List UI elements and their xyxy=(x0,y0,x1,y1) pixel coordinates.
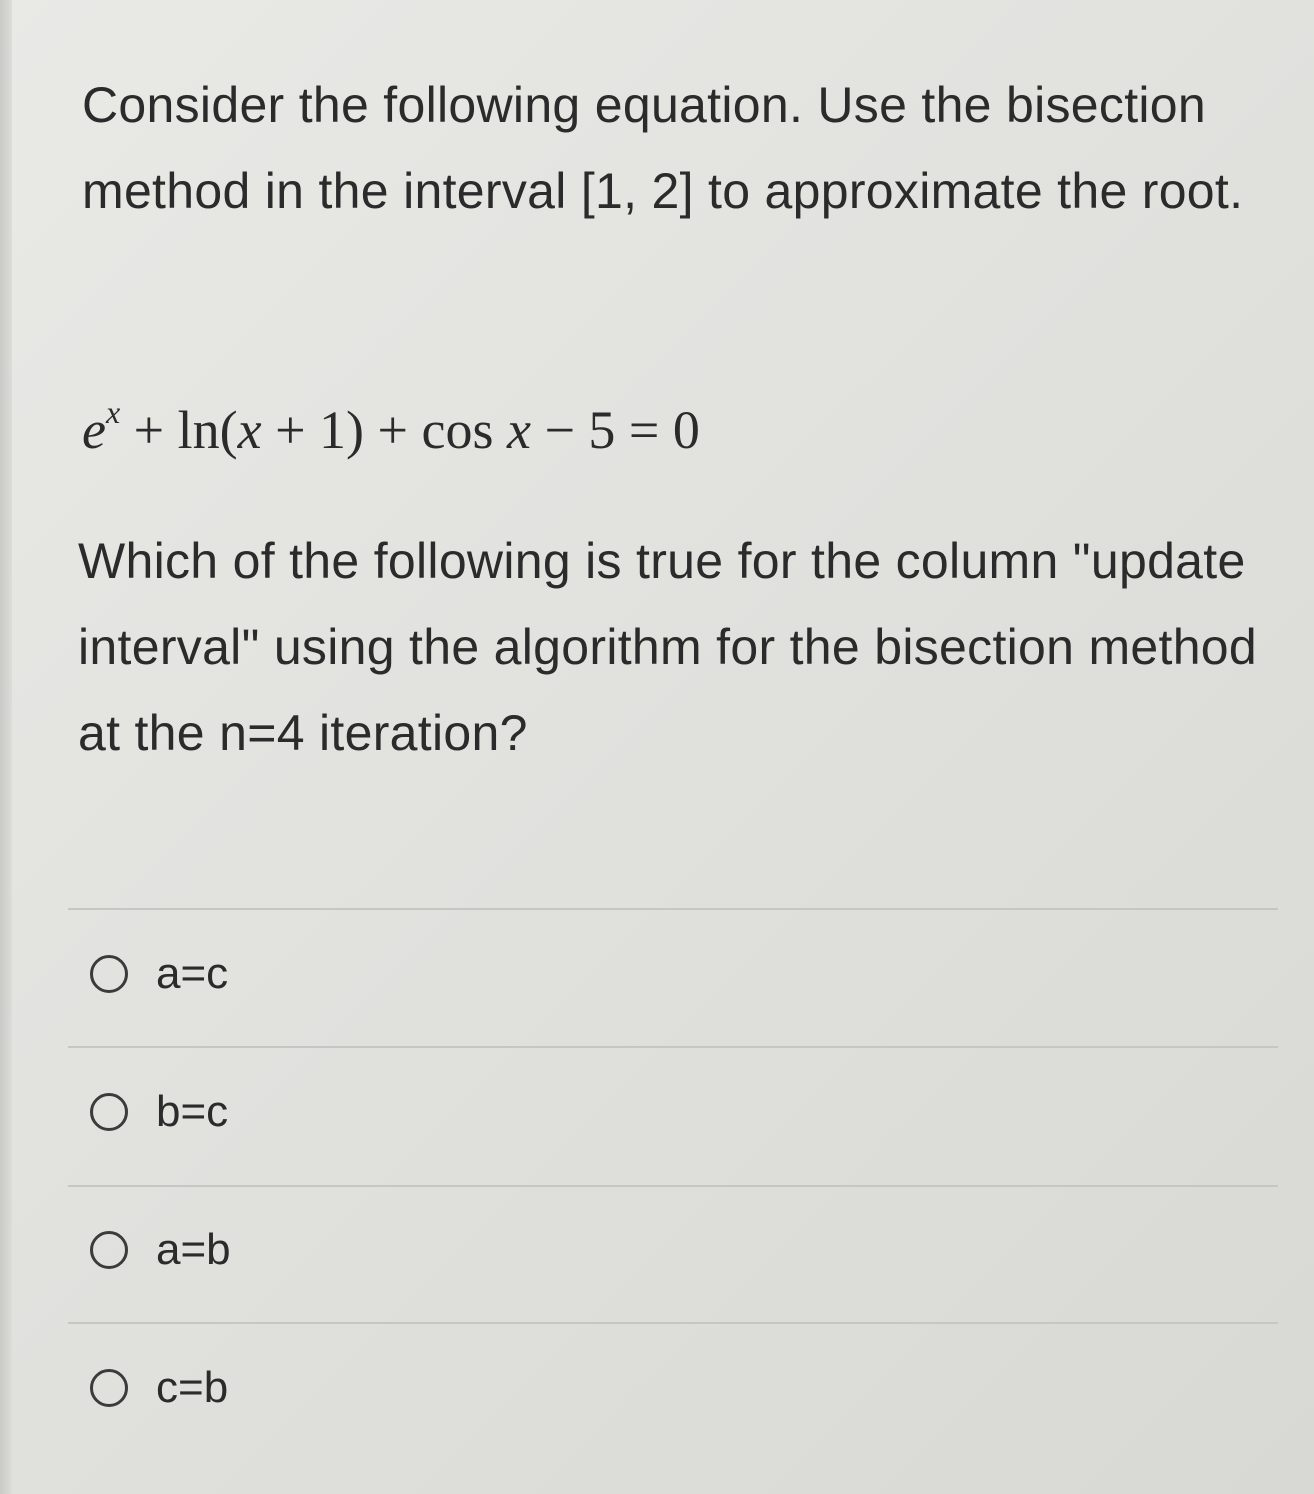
radio-button-icon[interactable] xyxy=(90,1369,128,1407)
option-divider xyxy=(68,1185,1278,1187)
equation-x1: x xyxy=(237,400,262,460)
option-a-eq-c[interactable] xyxy=(90,944,228,1004)
equation-e: e xyxy=(82,400,106,460)
option-a-eq-b[interactable] xyxy=(90,1220,231,1280)
equation xyxy=(82,378,700,470)
radio-button-icon[interactable] xyxy=(90,1093,128,1131)
option-divider xyxy=(68,1046,1278,1048)
option-divider xyxy=(68,908,1278,910)
equation-part3: − 5 = 0 xyxy=(530,400,700,460)
option-label: a=c xyxy=(156,949,229,998)
option-label: b=c xyxy=(156,1087,229,1136)
option-label: c=b xyxy=(156,1363,229,1412)
option-c-eq-b[interactable] xyxy=(90,1358,228,1418)
equation-part1: + ln( xyxy=(120,400,238,460)
screen-edge xyxy=(0,0,12,1494)
radio-button-icon[interactable] xyxy=(90,955,128,993)
option-divider xyxy=(68,1322,1278,1324)
option-b-eq-c[interactable] xyxy=(90,1082,228,1142)
question-text: Consider the following equation. Use the bisection method in the interval [1, 2] to approximate the root. xyxy=(82,77,1244,219)
option-label: a=b xyxy=(156,1225,231,1274)
radio-button-icon[interactable] xyxy=(90,1231,128,1269)
equation-x2: x xyxy=(506,400,531,460)
equation-exponent: x xyxy=(105,394,121,430)
sub-question-text: Which of the following is true for the column "update interval" using the algorithm for the bisection method at the n=4 iteration? xyxy=(78,533,1258,761)
equation-part2: + 1) + cos xyxy=(261,400,507,460)
